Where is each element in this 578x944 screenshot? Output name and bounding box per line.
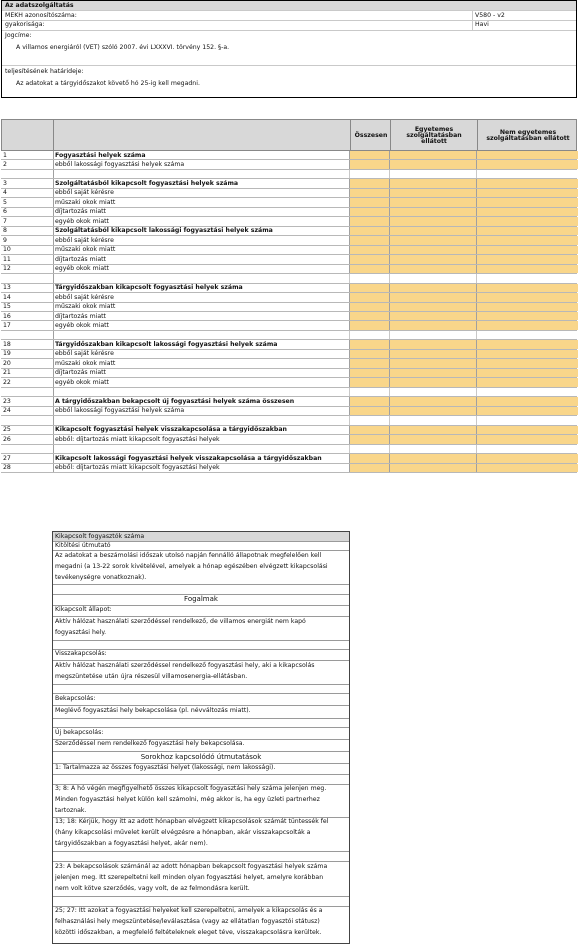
off-state-label: Kikapcsolt állapot: <box>55 606 112 613</box>
row-3-guidance-1: 3; 8: A hó végén megfigyelhető összes kikapcsolt fogyasztási hely száma jelenjen meg. <box>55 785 327 792</box>
connect-label: Bekapcsolás: <box>55 695 96 702</box>
row-number: 18 <box>3 340 11 348</box>
cell-total[interactable] <box>349 217 390 225</box>
cell-total[interactable] <box>349 454 390 462</box>
row-23-guidance-3: nem volt kötve szerződés, vagy volt, de az felmondásra került. <box>55 885 250 892</box>
cell-universal[interactable] <box>389 246 477 254</box>
spacer-row <box>1 170 577 179</box>
row-label: műszaki okok miatt <box>55 198 116 206</box>
cell-total[interactable] <box>349 303 390 311</box>
deadline-text: Az adatokat a tárgyidőszakot követő hó 25-ig kell megadni. <box>16 80 200 87</box>
row-label: Tárgyidőszakban kikapcsolt fogyasztási helyek száma <box>55 284 243 292</box>
row-number: 24 <box>3 407 11 415</box>
cell-universal[interactable] <box>389 340 477 348</box>
cell-non-universal[interactable] <box>476 321 578 329</box>
cell-non-universal[interactable] <box>476 160 578 168</box>
row-divider <box>53 189 54 197</box>
col-universal-header: Egyetemes szolgáltatásban ellátott <box>390 120 477 152</box>
legal-basis-label: Jogcíme: <box>5 32 32 39</box>
row-divider <box>53 227 54 235</box>
row-divider <box>53 464 54 472</box>
row-label: egyéb okok miatt <box>55 265 109 273</box>
row-number: 13 <box>3 284 11 292</box>
row-divider <box>53 160 54 168</box>
cell-non-universal[interactable] <box>476 265 578 273</box>
row-label: Fogyasztási helyek száma <box>55 151 146 159</box>
cell-universal[interactable] <box>389 426 477 434</box>
row-label: műszaki okok miatt <box>55 359 116 367</box>
reconnect-text-2: megszüntetése után újra részesül villamosenergia-ellátásban. <box>55 673 248 680</box>
row-divider <box>53 340 54 348</box>
row-number: 6 <box>3 208 7 216</box>
cell-non-universal <box>476 274 578 282</box>
row-divider <box>53 378 54 386</box>
cell-non-universal[interactable] <box>476 303 578 311</box>
table-row <box>1 255 577 264</box>
guidance-box <box>52 531 350 944</box>
row-divider <box>53 331 54 339</box>
cell-total[interactable] <box>349 340 390 348</box>
spacer-row <box>1 416 577 425</box>
cell-universal[interactable] <box>389 407 477 415</box>
row-divider <box>53 217 54 225</box>
cell-non-universal[interactable] <box>476 198 578 206</box>
deadline-label: teljesítésének határideje: <box>5 68 84 75</box>
row-divider <box>53 179 54 187</box>
table-row <box>1 426 577 435</box>
cell-non-universal <box>476 445 578 453</box>
cell-total[interactable] <box>349 189 390 197</box>
table-row <box>1 435 577 444</box>
cell-universal[interactable] <box>389 397 477 405</box>
reconnect-text-1: Aktív hálózat használati szerződéssel rendelkező fogyasztási hely, aki a kikapcsolás <box>55 662 315 669</box>
cell-non-universal[interactable] <box>476 340 578 348</box>
row-label: ebből: díjtartozás miatt kikapcsolt fogyasztási helyek <box>55 464 220 472</box>
row-label: Kikapcsolt lakossági fogyasztási helyek visszakapcsolása a tárgyidőszakban <box>55 454 322 462</box>
table-row <box>1 227 577 236</box>
row-number: 20 <box>3 359 11 367</box>
cell-non-universal[interactable] <box>476 407 578 415</box>
cell-non-universal[interactable] <box>476 397 578 405</box>
cell-non-universal[interactable] <box>476 312 578 320</box>
cell-universal <box>389 388 477 396</box>
connect-text: Meglévő fogyasztási hely bekapcsolása (pl. névváltozás miatt). <box>55 707 251 714</box>
cell-universal[interactable] <box>389 293 477 301</box>
cell-total[interactable] <box>349 151 390 159</box>
cell-non-universal[interactable] <box>476 464 578 472</box>
row-label: ebből saját kérésre <box>55 189 114 197</box>
cell-total[interactable] <box>349 265 390 273</box>
row-number: 15 <box>3 303 11 311</box>
row-25-guidance-2: felhasználási hely megszüntetése/leválasztása (vagy az ellátatlan fogyasztói státusz) <box>55 918 320 925</box>
cell-universal[interactable] <box>389 303 477 311</box>
row-divider <box>53 321 54 329</box>
row-number: 17 <box>3 322 11 330</box>
cell-total <box>349 274 390 282</box>
cell-universal[interactable] <box>389 359 477 367</box>
cell-total[interactable] <box>349 246 390 254</box>
row-divider <box>53 284 54 292</box>
cell-non-universal[interactable] <box>476 426 578 434</box>
table-row <box>1 378 577 387</box>
row-number: 9 <box>3 236 7 244</box>
cell-total <box>349 170 390 178</box>
row-number: 19 <box>3 350 11 358</box>
cell-universal[interactable] <box>389 464 477 472</box>
cell-non-universal <box>476 388 578 396</box>
cell-total <box>349 331 390 339</box>
row-3-guidance-3: tartoznak. <box>55 807 87 814</box>
cell-non-universal[interactable] <box>476 255 578 263</box>
row-number: 25 <box>3 426 11 434</box>
row-label: Szolgáltatásból kikapcsolt lakossági fogyasztási helyek száma <box>55 227 273 235</box>
spacer-row <box>1 388 577 397</box>
cell-non-universal <box>476 416 578 424</box>
cell-non-universal[interactable] <box>476 189 578 197</box>
row-number: 26 <box>3 435 11 443</box>
table-row <box>1 198 577 207</box>
col-total-header: Összesen <box>350 120 391 152</box>
cell-non-universal[interactable] <box>476 179 578 187</box>
new-connect-text: Szerződéssel nem rendelkező fogyasztási hely bekapcsolása. <box>55 740 245 747</box>
off-state-text-2: fogyasztási hely. <box>55 629 107 636</box>
row-23-guidance-1: 23: A bekapcsolások számánál az adott hónapban bekapcsolt fogyasztási helyek száma <box>55 863 328 870</box>
cell-total[interactable] <box>349 426 390 434</box>
cell-total <box>349 445 390 453</box>
cell-non-universal[interactable] <box>476 227 578 235</box>
row-divider <box>53 246 54 254</box>
row-number: 22 <box>3 378 11 386</box>
cell-universal[interactable] <box>389 369 477 377</box>
row-label: ebből saját kérésre <box>55 350 114 358</box>
row-label: díjtartozás miatt <box>55 369 106 377</box>
cell-universal[interactable] <box>389 255 477 263</box>
cell-universal[interactable] <box>389 208 477 216</box>
table-row <box>1 312 577 321</box>
row-label: egyéb okok miatt <box>55 378 109 386</box>
cell-total[interactable] <box>349 435 390 443</box>
cell-total[interactable] <box>349 293 390 301</box>
row-number: 4 <box>3 189 7 197</box>
row-number: 21 <box>3 369 11 377</box>
table-row <box>1 350 577 359</box>
row-divider <box>53 198 54 206</box>
row-label: díjtartozás miatt <box>55 312 106 320</box>
cell-total[interactable] <box>349 198 390 206</box>
row-label: ebből saját kérésre <box>55 236 114 244</box>
frequency-row <box>2 20 576 31</box>
row-label: ebből saját kérésre <box>55 293 114 301</box>
row-number: 11 <box>3 255 11 263</box>
table-row <box>1 189 577 198</box>
row-number: 28 <box>3 464 11 472</box>
row-number: 2 <box>3 161 7 169</box>
cell-non-universal[interactable] <box>476 350 578 358</box>
cell-universal[interactable] <box>389 454 477 462</box>
cell-universal[interactable] <box>389 151 477 159</box>
cell-universal[interactable] <box>389 179 477 187</box>
row-label: A tárgyidőszakban bekapcsolt új fogyasztási helyek száma összesen <box>55 397 295 405</box>
cell-universal[interactable] <box>389 350 477 358</box>
cell-total[interactable] <box>349 284 390 292</box>
cell-non-universal[interactable] <box>476 435 578 443</box>
row-label: Kikapcsolt fogyasztási helyek visszakapcsolása a tárgyidőszakban <box>55 426 287 434</box>
cell-total[interactable] <box>349 208 390 216</box>
row-divider <box>53 312 54 320</box>
row-divider <box>53 350 54 358</box>
row-number: 16 <box>3 312 11 320</box>
row-label: díjtartozás miatt <box>55 208 106 216</box>
table-row <box>1 340 577 349</box>
cell-total[interactable] <box>349 369 390 377</box>
row-divider <box>53 435 54 443</box>
row-label: egyéb okok miatt <box>55 322 109 330</box>
row-label: ebből lakossági fogyasztási helyek száma <box>55 161 185 169</box>
spacer-row <box>1 445 577 454</box>
header-divider <box>472 11 473 30</box>
row-label: egyéb okok miatt <box>55 217 109 225</box>
legal-basis-text: A villamos energiáról (VET) szóló 2007. évi LXXXVI. törvény 152. §-a. <box>16 44 230 51</box>
spacer-row <box>1 331 577 340</box>
cell-universal <box>389 274 477 282</box>
cell-total[interactable] <box>349 312 390 320</box>
row-divider <box>53 454 54 462</box>
off-state-text-1: Aktív hálózat használati szerződéssel rendelkező, de villamos energiát nem kapó <box>55 618 306 625</box>
form-header <box>1 0 577 98</box>
cell-non-universal[interactable] <box>476 151 578 159</box>
row-25-guidance-1: 25; 27: Itt azokat a fogyasztási helyeket kell szerepeltetni, amelyek a kikapcsolás és a <box>55 907 323 914</box>
table-row <box>1 293 577 302</box>
row-divider <box>53 274 54 282</box>
row-divider <box>53 208 54 216</box>
cell-total[interactable] <box>349 236 390 244</box>
row-label: műszaki okok miatt <box>55 246 116 254</box>
row-divider <box>53 236 54 244</box>
cell-non-universal[interactable] <box>476 378 578 386</box>
row-label: műszaki okok miatt <box>55 303 116 311</box>
row-number: 23 <box>3 397 11 405</box>
cell-universal <box>389 331 477 339</box>
row-divider <box>53 416 54 424</box>
row-number: 8 <box>3 227 7 235</box>
table-row <box>1 464 577 473</box>
row-13-guidance-2: (hány kikapcsolási művelet került elvégzésre a hónapban, akár visszakapcsolták a <box>55 829 311 836</box>
row-1-guidance: 1: Tartalmazza az összes fogyasztási helyet (lakossági, nem lakossági). <box>55 764 276 771</box>
row-divider <box>53 170 54 178</box>
id-value: V580 - v2 <box>475 12 505 19</box>
row-label: ebből lakossági fogyasztási helyek száma <box>55 407 185 415</box>
table-header-row <box>1 119 577 151</box>
row-number: 7 <box>3 217 7 225</box>
header-title: Az adatszolgáltatás <box>2 1 576 11</box>
cell-total[interactable] <box>349 397 390 405</box>
cell-total[interactable] <box>349 464 390 472</box>
cell-universal[interactable] <box>389 227 477 235</box>
table-row <box>1 208 577 217</box>
cell-non-universal[interactable] <box>476 236 578 244</box>
cell-total[interactable] <box>349 350 390 358</box>
row-divider <box>53 388 54 396</box>
row-number: 3 <box>3 180 7 187</box>
guide-subtitle: Kitöltési útmutató <box>55 542 111 549</box>
table-row <box>1 151 577 160</box>
table-row <box>1 160 577 169</box>
row-divider <box>53 151 54 159</box>
cell-non-universal[interactable] <box>476 208 578 216</box>
concepts-heading: Fogalmak <box>184 595 218 603</box>
cell-total[interactable] <box>349 407 390 415</box>
cell-total[interactable] <box>349 321 390 329</box>
table-row <box>1 359 577 368</box>
row-number: 1 <box>3 151 7 159</box>
table-row <box>1 284 577 293</box>
row-25-guidance-3: közötti időszakban, a megfelelő feltételeknek eleget téve, visszakapcsolásra kerültek. <box>55 929 322 936</box>
table-row <box>1 397 577 406</box>
cell-total[interactable] <box>349 378 390 386</box>
cell-total <box>349 416 390 424</box>
cell-universal[interactable] <box>389 189 477 197</box>
guide-title: Kikapcsolt fogyasztók száma <box>55 533 145 540</box>
row-number: 27 <box>3 454 11 462</box>
cell-non-universal[interactable] <box>476 359 578 367</box>
cell-universal <box>389 445 477 453</box>
table-row <box>1 321 577 330</box>
col-non-universal-header: Nem egyetemes szolgáltatásban ellátott <box>477 120 578 152</box>
table-row <box>1 246 577 255</box>
row-divider <box>53 303 54 311</box>
cell-non-universal[interactable] <box>476 369 578 377</box>
row-divider <box>53 397 54 405</box>
cell-universal[interactable] <box>389 284 477 292</box>
row-divider <box>53 359 54 367</box>
row-divider <box>53 265 54 273</box>
row-number: 5 <box>3 198 7 206</box>
table-row <box>1 265 577 274</box>
cell-universal <box>389 170 477 178</box>
cell-universal <box>389 416 477 424</box>
cell-non-universal[interactable] <box>476 284 578 292</box>
cell-universal[interactable] <box>389 312 477 320</box>
cell-non-universal <box>476 170 578 178</box>
table-row <box>1 303 577 312</box>
row-divider <box>53 426 54 434</box>
rows-guidance-heading: Sorokhoz kapcsolódó útmutatások <box>140 753 262 761</box>
row-number: 12 <box>3 265 11 273</box>
table-row <box>1 369 577 378</box>
row-13-guidance-1: 13; 18: Kérjük, hogy itt az adott hónapban elvégzett kikapcsolások számát tüntessék fel <box>55 818 329 825</box>
cell-universal[interactable] <box>389 321 477 329</box>
row-label: díjtartozás miatt <box>55 255 106 263</box>
id-label: MEKH azonosítószáma: <box>5 12 77 19</box>
intro-line-3: tevékenységre vonatkoznak). <box>55 574 147 581</box>
cell-non-universal[interactable] <box>476 246 578 254</box>
cell-total <box>349 388 390 396</box>
cell-universal[interactable] <box>389 435 477 443</box>
row-divider <box>53 445 54 453</box>
cell-universal[interactable] <box>389 378 477 386</box>
row-label: Szolgáltatásból kikapcsolt fogyasztási helyek száma <box>55 180 239 187</box>
cell-universal[interactable] <box>389 160 477 168</box>
frequency-value: Havi <box>475 21 489 28</box>
row-divider <box>53 369 54 377</box>
cell-non-universal[interactable] <box>476 454 578 462</box>
cell-total[interactable] <box>349 227 390 235</box>
intro-line-2: megadni (a 13-22 sorok kivételével, amelyek a hónap egészében elvégzett kikapcsolási <box>55 563 328 570</box>
spacer-row <box>1 274 577 283</box>
frequency-label: gyakorisága: <box>5 21 45 28</box>
row-label: Tárgyidőszakban kikapcsolt lakossági fogyasztási helyek száma <box>55 340 278 348</box>
row-23-guidance-2: jelenjen meg. Itt szerepeltetni kell minden olyan fogyasztási helyet, amelyre korábban <box>55 874 324 881</box>
cell-non-universal[interactable] <box>476 217 578 225</box>
cell-total[interactable] <box>349 160 390 168</box>
cell-universal[interactable] <box>389 236 477 244</box>
table-row <box>1 407 577 416</box>
cell-universal[interactable] <box>389 217 477 225</box>
reconnect-label: Visszakapcsolás: <box>55 650 107 657</box>
cell-universal[interactable] <box>389 198 477 206</box>
cell-universal[interactable] <box>389 265 477 273</box>
table-row <box>1 454 577 463</box>
new-connect-label: Új bekapcsolás: <box>55 729 104 736</box>
table-row <box>1 179 577 188</box>
row-13-guidance-3: tárgyidőszakban a fogyasztási helyet, akár nem). <box>55 840 208 847</box>
row-divider <box>53 293 54 301</box>
row-divider <box>53 255 54 263</box>
cell-non-universal[interactable] <box>476 293 578 301</box>
cell-total[interactable] <box>349 255 390 263</box>
row-divider <box>53 407 54 415</box>
row-number: 10 <box>3 246 11 254</box>
row-number: 14 <box>3 293 11 301</box>
cell-total[interactable] <box>349 179 390 187</box>
cell-non-universal <box>476 331 578 339</box>
row-label: ebből: díjtartozás miatt kikapcsolt fogyasztási helyek <box>55 435 220 443</box>
intro-line-1: Az adatokat a beszámolási időszak utolsó napján fennálló állapotnak megfelelően kell <box>55 552 322 559</box>
table-row <box>1 236 577 245</box>
cell-total[interactable] <box>349 359 390 367</box>
table-row <box>1 217 577 226</box>
row-3-guidance-2: Minden fogyasztási helyet külön kell számolni, még akkor is, ha egy üzleti partnerhez <box>55 796 320 803</box>
